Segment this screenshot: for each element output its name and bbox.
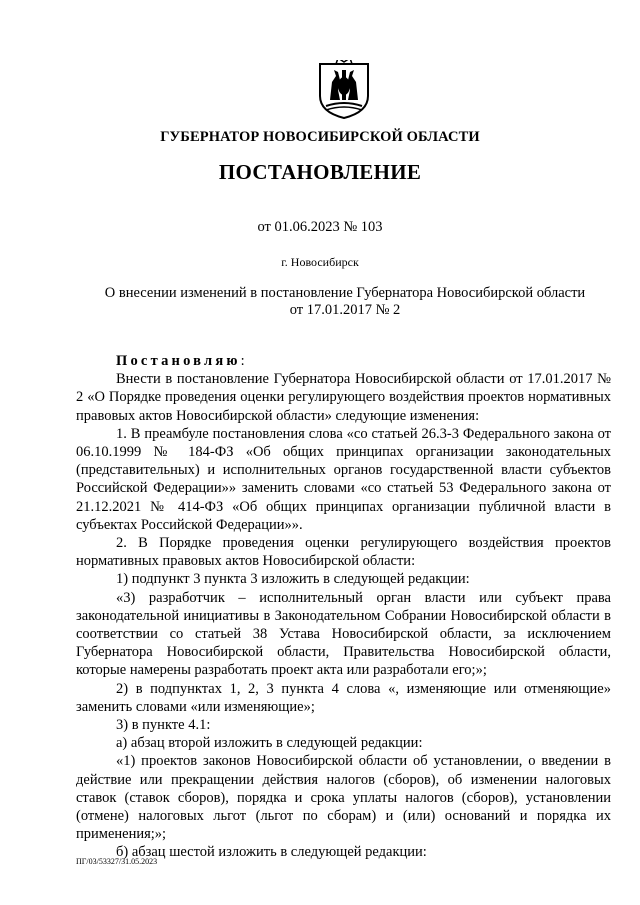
paragraph: 3) в пункте 4.1: bbox=[116, 717, 211, 734]
paragraph: 2) в подпунктах 1, 2, 3 пункта 4 слова «, изменяющие или отменяющие» заменить словами «или изменяющие»; bbox=[76, 680, 611, 715]
document-subject bbox=[90, 285, 600, 319]
directive-text: Постановляю bbox=[116, 353, 241, 369]
document-type-title: ПОСТАНОВЛЕНИЕ bbox=[218, 160, 422, 184]
document-body bbox=[76, 352, 611, 862]
paragraph: 1) подпункт 3 пункта 3 изложить в следующей редакции: bbox=[116, 571, 470, 588]
paragraph: Внести в постановление Губернатора Новосибирской области от 17.01.2017 № 2 «О Порядке проведения оценки регулирующего воздействия проектов нормативных правовых актов Новосибирской области» следующие изменения: bbox=[76, 371, 611, 424]
paragraph: «3) разработчик – исполнительный орган власти или субъект права законодательной инициативы в Законодательном Собрании Новосибирской области в соответствии со статьей 38 Устава Новосибирской области, за исключением Губернатора Новосибирской области, Правительства Новосибирской области, которые намерены разработать проект акта или разработали его;»; bbox=[76, 589, 611, 679]
subject-line-1: О внесении изменений в постановление Губернатора Новосибирской области bbox=[104, 285, 586, 301]
subject-line-2: от 17.01.2017 № 2 bbox=[289, 302, 401, 318]
paragraph: 1. В преамбуле постановления слова «со статьей 26.3-3 Федерального закона от 06.10.1999 № 184-ФЗ «Об общих принципах организации законодательных (представительных) и исполнительных органов государственной власти субъектов Российской Федерации»» заменить словами «со статьей 53 Федерального закона от 21.12.2021 № 414-ФЗ «Об общих принципах организации публичной власти в субъектах Российской Федерации»». bbox=[76, 425, 611, 533]
novosibirsk-coat-of-arms-icon bbox=[318, 60, 370, 120]
city-line: г. Новосибирск bbox=[281, 255, 359, 269]
directive-word bbox=[76, 352, 611, 370]
directive-colon: : bbox=[240, 353, 245, 369]
issuer-title: ГУБЕРНАТОР НОВОСИБИРСКОЙ ОБЛАСТИ bbox=[160, 129, 480, 145]
paragraph: б) абзац шестой изложить в следующей редакции: bbox=[116, 844, 427, 861]
paragraph: 2. В Порядке проведения оценки регулирующего воздействия проектов нормативных правовых актов Новосибирской области: bbox=[76, 535, 611, 570]
date-number-line: от 01.06.2023 № 103 bbox=[257, 219, 383, 235]
paragraph: «1) проектов законов Новосибирской области об установлении, о введении в действие или прекращении действия налогов (сборов), об изменении налоговых ставок (ставок сборов), порядка и срока уплаты налогов (сборов), установлении (отмене) налоговых льгот (льгот по сборам) и (или) оснований и порядка их применения;»; bbox=[76, 753, 611, 843]
registration-number: ПГ/03/53327/31.05.2023 bbox=[76, 857, 158, 866]
paragraph: а) абзац второй изложить в следующей редакции: bbox=[116, 735, 423, 752]
